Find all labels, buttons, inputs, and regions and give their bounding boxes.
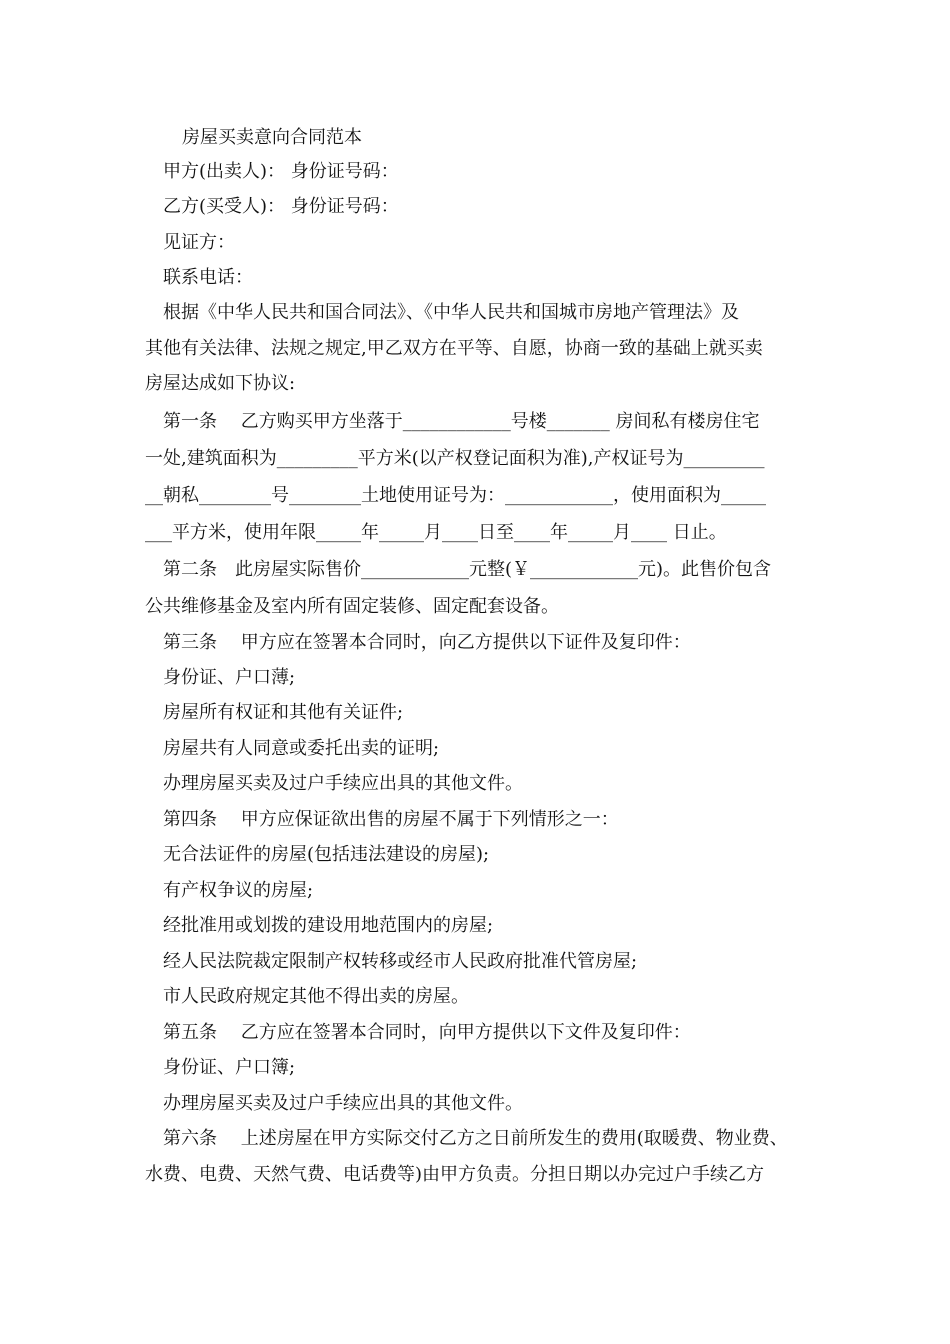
list-item: 房屋所有权证和其他有关证件; <box>163 702 404 723</box>
article-6-line: 水费、电费、天然气费、电话费等)由甲方负责。分担日期以办完过户手续乙方 <box>145 1164 765 1185</box>
article-1-line: __朝私________号________土地使用证号为：____________，使用面积为_____ <box>145 485 766 506</box>
article-4-line: 第四条 甲方应保证欲出售的房屋不属于下列情形之一： <box>163 809 619 830</box>
article-1-line: ___平方米，使用年限_____年_____月____日至____年_____月____ 日止。 <box>145 522 727 543</box>
article-5-line: 第五条 乙方应在签署本合同时，向甲方提供以下文件及复印件： <box>163 1022 691 1043</box>
paragraph-line: 其他有关法律、法规之规定,甲乙双方在平等、自愿，协商一致的基础上就买卖 <box>145 338 763 359</box>
list-item: 房屋共有人同意或委托出卖的证明; <box>163 738 440 759</box>
article-1-line: 第一条 乙方购买甲方坐落于____________号楼_______ 房间私有楼房住宅 <box>163 411 760 432</box>
article-2-line: 第二条 此房屋实际售价____________元整(￥____________元)。此售价包含 <box>163 559 772 580</box>
list-item: 身份证、户口簿; <box>163 1057 296 1078</box>
list-item: 有产权争议的房屋; <box>163 880 314 901</box>
list-item: 经人民法院裁定限制产权转移或经市人民政府批准代管房屋; <box>163 951 638 972</box>
party-b-line: 乙方(买受人)： 身份证号码： <box>163 196 399 217</box>
list-item: 身份证、户口薄; <box>163 667 296 688</box>
list-item: 无合法证件的房屋(包括违法建设的房屋); <box>163 844 490 865</box>
party-a-line: 甲方(出卖人)： 身份证号码： <box>163 161 399 182</box>
list-item: 办理房屋买卖及过户手续应出具的其他文件。 <box>163 1093 523 1114</box>
article-6-line: 第六条 上述房屋在甲方实际交付乙方之日前所发生的费用(取暖费、物业费、 <box>163 1128 788 1149</box>
article-2-line: 公共维修基金及室内所有固定装修、固定配套设备。 <box>145 596 559 617</box>
paragraph-line: 根据《中华人民共和国合同法》、《中华人民共和国城市房地产管理法》及 <box>163 302 739 323</box>
paragraph-line: 房屋达成如下协议: <box>145 373 296 394</box>
article-1-line: 一处,建筑面积为_________平方米(以产权登记面积为准),产权证号为_________ <box>145 448 765 469</box>
document-title: 房屋买卖意向合同范本 <box>182 127 362 148</box>
phone-line: 联系电话： <box>163 267 253 288</box>
witness-line: 见证方： <box>163 232 235 253</box>
list-item: 市人民政府规定其他不得出卖的房屋。 <box>163 986 469 1007</box>
list-item: 办理房屋买卖及过户手续应出具的其他文件。 <box>163 773 523 794</box>
list-item: 经批准用或划拨的建设用地范围内的房屋; <box>163 915 494 936</box>
article-3-line: 第三条 甲方应在签署本合同时，向乙方提供以下证件及复印件： <box>163 632 691 653</box>
